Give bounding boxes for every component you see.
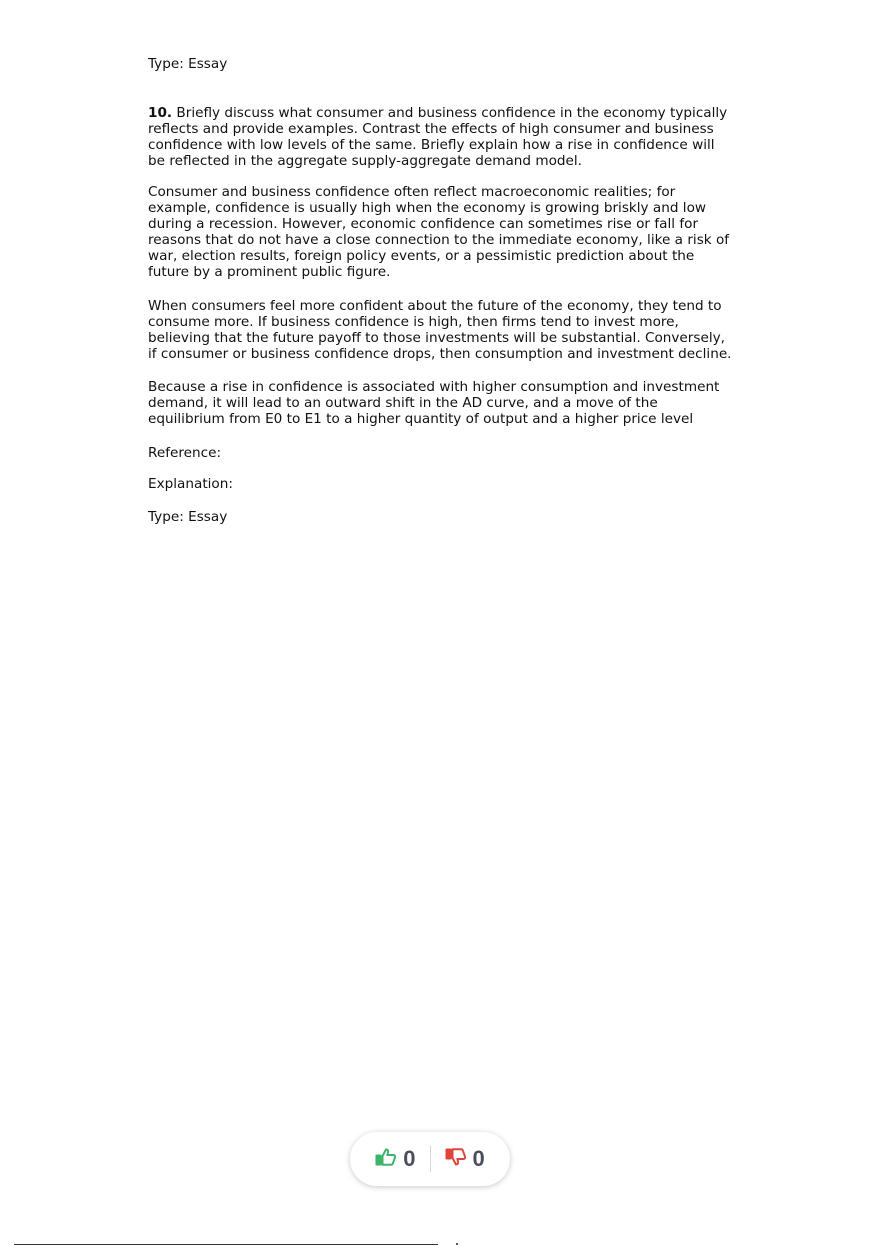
answer-line: war, election results, foreign policy events, or a pessimistic prediction about the xyxy=(148,248,695,264)
thumbs-down-icon xyxy=(445,1147,467,1171)
question-line: Briefly discuss what consumer and business confidence in the economy typically xyxy=(176,105,728,121)
question-line: reflects and provide examples. Contrast the effects of high consumer and business xyxy=(148,121,714,137)
vote-widget xyxy=(350,1132,510,1186)
answer-line: reasons that do not have a close connection to the immediate economy, like a risk of xyxy=(148,232,730,248)
explanation-label: Explanation: xyxy=(148,476,233,492)
answer-line: demand, it will lead to an outward shift in the AD curve, and a move of the xyxy=(148,395,658,411)
question-line: be reflected in the aggregate supply-aggregate demand model. xyxy=(148,153,583,169)
answer-line: Consumer and business confidence often reflect macroeconomic realities; for xyxy=(148,184,676,200)
answer-line: example, confidence is usually high when the economy is growing briskly and low xyxy=(148,200,707,216)
upvote-count: 0 xyxy=(403,1146,416,1171)
answer-paragraph-3 xyxy=(148,379,748,427)
answer-paragraph-1 xyxy=(148,184,748,280)
page-bottom-divider xyxy=(14,1244,438,1245)
question-number: 10. xyxy=(148,105,173,121)
question-text xyxy=(148,105,748,169)
type-label-top: Type: Essay xyxy=(148,56,228,72)
answer-line: equilibrium from E0 to E1 to a higher quantity of output and a higher price level xyxy=(148,411,694,427)
downvote-count: 0 xyxy=(472,1146,485,1171)
answer-line: Because a rise in confidence is associated with higher consumption and investment xyxy=(148,379,720,395)
answer-line: When consumers feel more confident about the future of the economy, they tend to xyxy=(148,298,722,314)
type-label-bottom: Type: Essay xyxy=(148,509,228,525)
answer-line: if consumer or business confidence drops, then consumption and investment decline. xyxy=(148,346,732,362)
page-bottom-mark xyxy=(456,1243,458,1245)
answer-line: during a recession. However, economic confidence can sometimes rise or fall for xyxy=(148,216,699,232)
answer-line: future by a prominent public figure. xyxy=(148,264,391,280)
reference-label: Reference: xyxy=(148,445,222,461)
answer-paragraph-2 xyxy=(148,298,748,362)
thumbs-up-icon xyxy=(375,1147,397,1171)
answer-line: believing that the future payoff to those investments will be substantial. Conversely, xyxy=(148,330,725,346)
upvote-button[interactable] xyxy=(361,1146,429,1172)
question-line: confidence with low levels of the same. Briefly explain how a rise in confidence will xyxy=(148,137,715,153)
downvote-button[interactable] xyxy=(431,1146,499,1172)
answer-line: consume more. If business confidence is high, then firms tend to invest more, xyxy=(148,314,679,330)
